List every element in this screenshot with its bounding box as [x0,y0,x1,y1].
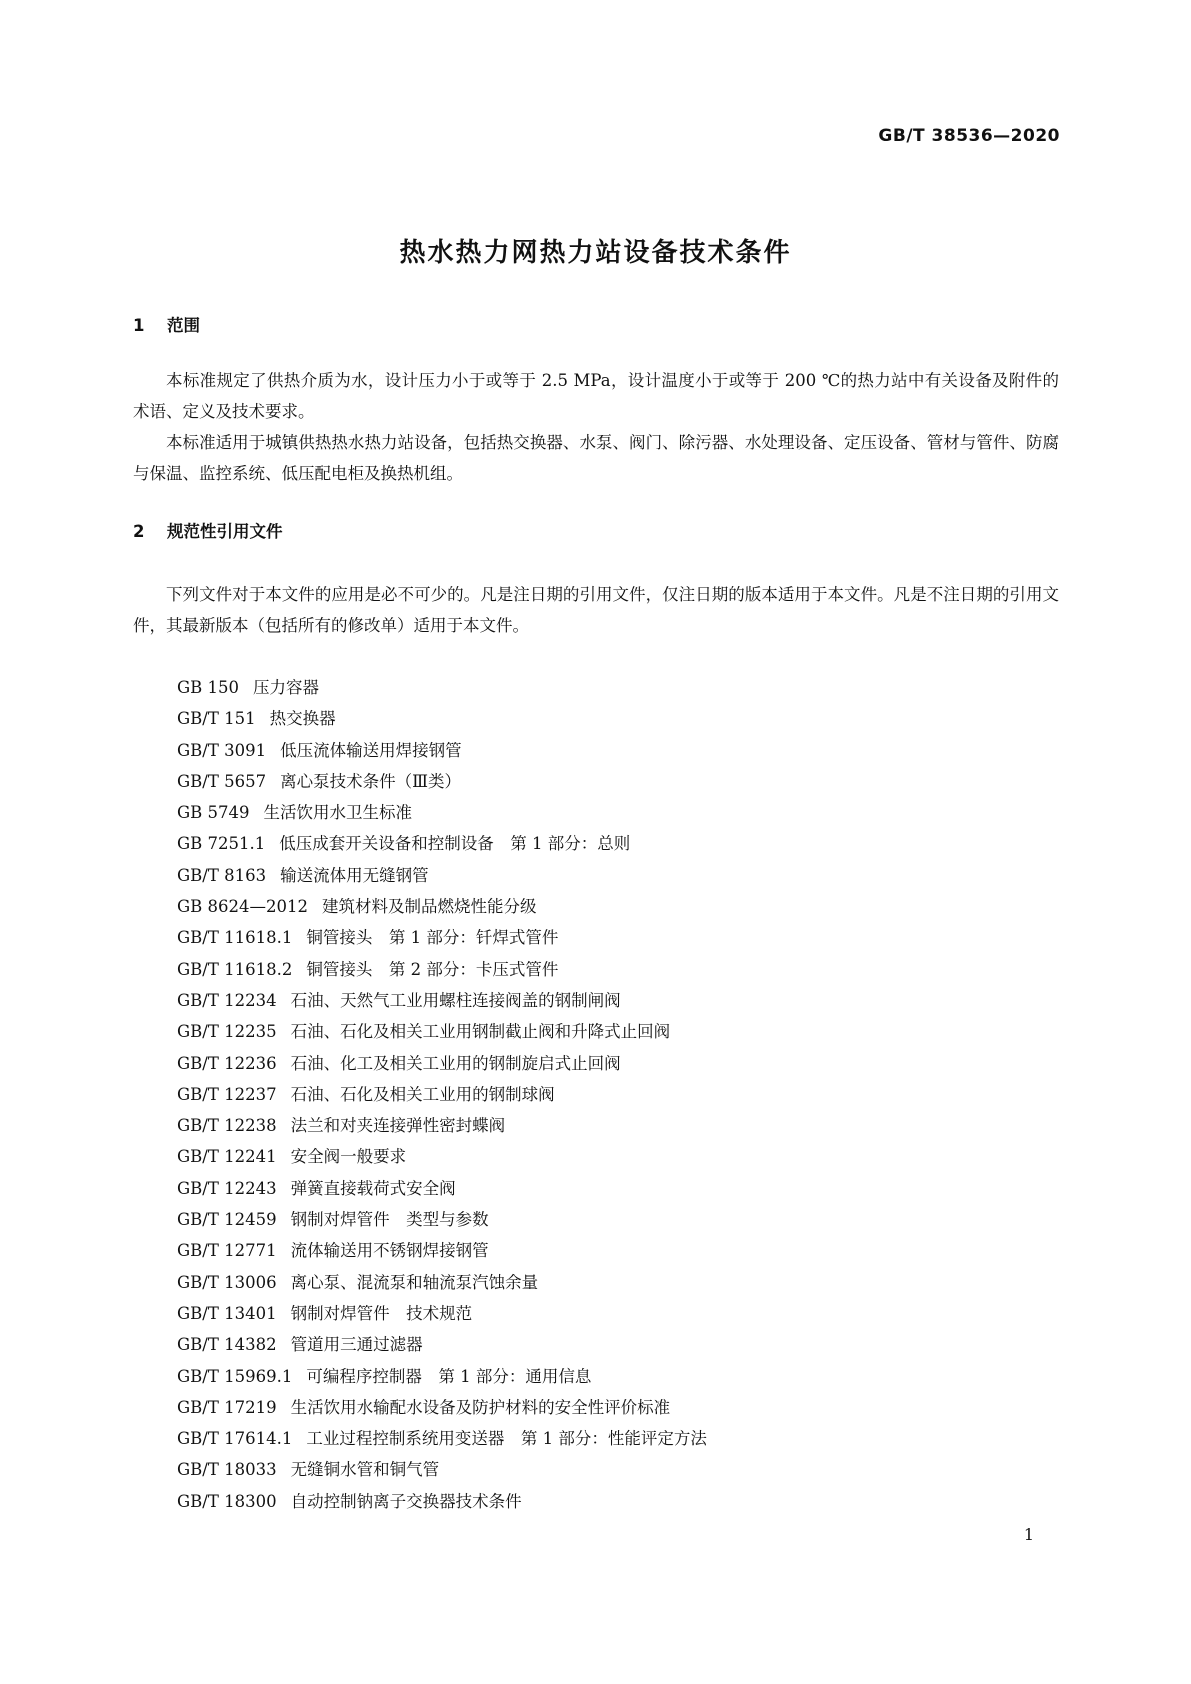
reference-code: GB/T 11618.1 [177,928,293,948]
reference-item [177,1235,707,1266]
reference-code: GB/T 12459 [177,1210,277,1230]
reference-item [177,1141,707,1172]
section-number: 1 [133,316,145,335]
reference-title: 钢制对焊管件 技术规范 [290,1303,473,1323]
reference-title: 铜管接头 第 2 部分：卡压式管件 [306,959,559,979]
reference-code: GB/T 12236 [177,1053,277,1073]
reference-code: GB/T 14382 [177,1335,277,1355]
reference-code: GB/T 13006 [177,1272,277,1292]
reference-item [177,766,707,797]
reference-code: GB 150 [177,678,240,697]
reference-item [177,1392,707,1423]
reference-item [177,1110,707,1141]
reference-title: 石油、石化及相关工业用的钢制球阀 [290,1084,555,1104]
reference-item [177,1079,707,1110]
reference-title: 输送流体用无缝钢管 [280,865,429,885]
reference-item [177,985,707,1016]
reference-item [177,1454,707,1485]
reference-item [177,1298,707,1329]
reference-title: 离心泵、混流泵和轴流泵汽蚀余量 [290,1272,539,1292]
reference-title: 生活饮用水卫生标准 [263,803,413,823]
reference-title: 可编程序控制器 第 1 部分：通用信息 [306,1366,592,1386]
reference-code: GB/T 12238 [177,1116,277,1136]
reference-title: 热交换器 [269,709,336,729]
reference-code: GB 5749 [177,803,250,823]
reference-item [177,672,707,703]
reference-title: 自动控制钠离子交换器技术条件 [290,1491,522,1511]
reference-code: GB/T 17614.1 [177,1429,293,1449]
reference-title: 石油、石化及相关工业用钢制截止阀和升降式止回阀 [290,1022,671,1042]
reference-title: 法兰和对夹连接弹性密封蝶阀 [290,1116,506,1136]
reference-item [177,703,707,734]
reference-code: GB/T 13401 [177,1303,277,1323]
reference-code: GB/T 12771 [177,1241,277,1261]
reference-item [177,891,707,922]
reference-item [177,1329,707,1360]
reference-title: 工业过程控制系统用变送器 第 1 部分：性能评定方法 [306,1429,707,1449]
reference-code: GB 7251.1 [177,834,266,854]
section-1-paragraph-1: 本标准规定了供热介质为水，设计压力小于或等于 2.5 MPa，设计温度小于或等于 200 ℃的热力站中有关设备及附件的术语、定义及技术要求。 [133,371,1059,421]
reference-list [177,672,707,1517]
section-2-paragraph-1: 下列文件对于本文件的应用是必不可少的。凡是注日期的引用文件，仅注日期的版本适用于本文件。凡是不注日期的引用文件，其最新版本（包括所有的修改单）适用于本文件。 [133,585,1059,635]
reference-title: 生活饮用水输配水设备及防护材料的安全性评价标准 [290,1397,671,1417]
reference-code: GB/T 18300 [177,1491,277,1511]
reference-title: 建筑材料及制品燃烧性能分级 [322,897,537,917]
reference-code: GB 8624—2012 [177,897,309,917]
reference-code: GB/T 18033 [177,1460,277,1480]
section-1-paragraph-2: 本标准适用于城镇供热热水热力站设备，包括热交换器、水泵、阀门、除污器、水处理设备、定压设备、管材与管件、防腐与保温、监控系统、低压配电柜及换热机组。 [133,433,1059,483]
reference-item [177,1204,707,1235]
reference-title: 压力容器 [253,678,320,697]
reference-code: GB/T 8163 [177,865,267,885]
reference-code: GB/T 17219 [177,1397,277,1417]
reference-item [177,922,707,953]
section-2-heading [133,518,283,542]
reference-item [177,1173,707,1204]
reference-code: GB/T 11618.2 [177,959,293,979]
reference-item [177,954,707,985]
reference-code: GB/T 15969.1 [177,1366,293,1386]
reference-item [177,797,707,828]
reference-item [177,828,707,859]
reference-title: 离心泵技术条件（Ⅲ类） [280,771,462,791]
reference-title: 石油、天然气工业用螺柱连接阀盖的钢制闸阀 [290,990,621,1010]
reference-item [177,1048,707,1079]
reference-item [177,735,707,766]
reference-code: GB/T 3091 [177,740,267,760]
reference-title: 低压流体输送用焊接钢管 [280,740,462,760]
reference-item [177,1361,707,1392]
reference-code: GB/T 12235 [177,1022,277,1042]
section-heading-text: 范围 [167,316,200,335]
reference-title: 管道用三通过滤器 [290,1335,423,1355]
reference-code: GB/T 5657 [177,771,267,791]
reference-title: 石油、化工及相关工业用的钢制旋启式止回阀 [290,1053,621,1073]
page-number: 1 [1023,1525,1034,1544]
reference-title: 低压成套开关设备和控制设备 第 1 部分：总则 [279,834,631,854]
reference-title: 流体输送用不锈钢焊接钢管 [290,1241,489,1261]
reference-title: 无缝铜水管和铜气管 [290,1460,440,1480]
reference-code: GB/T 12241 [177,1147,277,1167]
reference-code: GB/T 12237 [177,1084,277,1104]
section-number: 2 [133,522,145,541]
reference-item [177,1486,707,1517]
reference-item [177,1267,707,1298]
section-heading-text: 规范性引用文件 [167,522,283,541]
reference-item [177,1423,707,1454]
reference-title: 钢制对焊管件 类型与参数 [290,1210,489,1230]
reference-code: GB/T 12234 [177,990,277,1010]
section-1-heading [133,312,200,336]
reference-code: GB/T 151 [177,709,256,729]
reference-title: 铜管接头 第 1 部分：钎焊式管件 [306,928,559,948]
reference-title: 弹簧直接载荷式安全阀 [290,1178,456,1198]
document-title: 热水热力网热力站设备技术条件 [399,238,792,268]
reference-item [177,1016,707,1047]
reference-item [177,860,707,891]
reference-code: GB/T 12243 [177,1178,277,1198]
standard-number: GB/T 38536—2020 [878,126,1060,146]
reference-title: 安全阀一般要求 [290,1147,407,1167]
